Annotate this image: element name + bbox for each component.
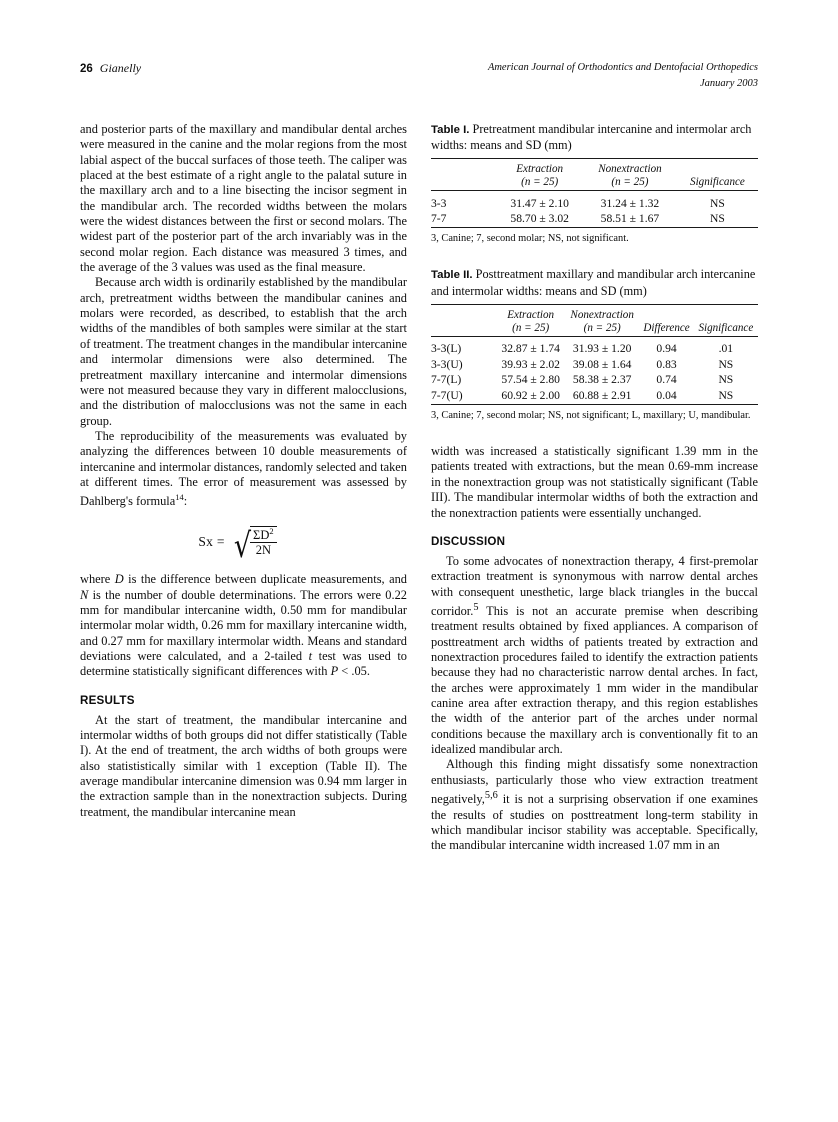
running-head-right [488,60,758,92]
table-2-r2-c3: 0.74 [656,373,677,387]
table-1-r0-c2: 31.24 ± 1.32 [600,196,660,210]
table-2-r1-c0: 3-3(U) [431,357,463,371]
table-1-col-2-sub: (n = 25) [611,176,649,189]
table-2-r0-c3: 0.94 [656,341,677,355]
table-2-col-0 [431,304,496,336]
formula-numerator [250,527,277,543]
dahlberg-formula [80,525,407,567]
table-2-r2-c1: 57.54 ± 2.80 [501,373,560,387]
radical-icon: √ [233,527,252,567]
table-2-col-1 [496,304,565,336]
table-2-r2-c2: 58.38 ± 2.37 [572,373,632,387]
table-1-col-1-sub: (n = 25) [521,176,559,189]
table-1-col-1-main: Extraction [516,163,564,176]
table-2-r1-c3: 0.83 [656,357,677,371]
paragraph-discussion-1: To some advocates of nonextraction therapy, 4 first-premolar extraction treatment is synonymous with narrow dental arches with consequent unesthetic, large black triangles in the buccal corridor.$^5$ This is not an accurate premise when describing treatment results obtained by fixed appliances. A comparison of posttreatment arch widths of patients treated by extraction and nonextraction procedures failed to identify the extraction patients because they had no characteristic narrow dental arches. In fact, the arches were approximately 1 mm wider in the mandibular canine area after extraction therapy, and this region establishes the width of the anterior part of the arches under normal conditions because the maxillary arch is conventionally fit to an idealized mandibular arch. [431,553,758,757]
table-2-head [431,304,758,336]
table-2-col-1-main: Extraction [507,308,555,321]
table-2-caption-text: Posttreatment maxillary and mandibular arch intercanine and intermolar widths: means and SD (mm) [431,267,756,298]
table-2-col-2-main: Nonextraction [570,308,634,321]
paragraph-methods-1: and posterior parts of the maxillary and mandibular dental arches were measured in the canine and the molar regions from the most labial aspect of the buccal surfaces of those teeth. The caliper was placed at the best estimate of a right angle to the palatal suture in the maxillary arch and to a line bisecting the incisor segment in the mandibular arch. The recorded widths between the molars were the widest distances between the first or second molars. The widest part of the posterior part of the arch invariably was in the second molar region. Each distance was measured 3 times, and the average of the 3 values was used as the final measure. [80,122,407,275]
table-row [431,195,758,211]
table-2-col-2-sub: (n = 25) [583,321,621,334]
table-1-r1-c2: 58.51 ± 1.67 [600,212,660,226]
table-1-col-0 [431,159,496,191]
table-1-r1-c1: 58.70 ± 3.02 [510,212,569,226]
table-1-body [431,191,758,227]
table-1-footnote: 3, Canine; 7, second molar; NS, not significant. [431,232,629,244]
table-1-r0-c3: NS [710,196,725,210]
table-1 [431,158,758,227]
table-2-r2-c0: 7-7(L) [431,373,462,387]
table-1-block [431,122,758,245]
table-2-col-4: Significance [698,321,754,334]
table-2-r0-c4: .01 [718,341,734,355]
table-2-block [431,267,758,422]
table-2-r2-c4: NS [718,373,734,387]
table-1-r1-c3: NS [710,212,725,226]
paragraph-after-formula: where D is the difference between duplicate measurements, and N is the number of double determinations. The errors were 0.22 mm for mandibular intercanine width, 0.50 mm for mandibular intermolar molar width, 0.26 mm for maxillary intercanine width, and 0.27 mm for maxillary intermolar width. Means and standard deviations were calculated, and a 2-tailed t test was used to determine statistically significant differences with P < .05. [80,572,408,679]
formula-lhs: Sx = [198,533,225,549]
paragraph-results-continued: width was increased a statistically significant 1.39 mm in the patients treated with extractions, but the mean 0.69-mm increase in the nonextraction group was not statistically significant (Table III). The mandibular intermolar widths of both the extraction and the nonextraction patients were essentially unchanged. [431,444,758,520]
table-2-body [431,336,758,404]
formula-numerator-exponent: 2 [269,525,274,536]
journal-title: American Journal of Orthodontics and Dentofacial Orthopedics [487,62,758,73]
table-1-head [431,159,758,191]
table-1-label: Table I. [431,124,470,136]
table-2-r0-c0: 3-3(L) [431,341,462,355]
table-2-col-2 [565,304,639,336]
table-2-col-1-sub: (n = 25) [512,321,550,334]
table-2-r0-c2: 31.93 ± 1.20 [572,341,632,355]
table-2-r3-c2: 60.88 ± 2.91 [572,388,632,402]
heading-discussion: DISCUSSION [431,534,506,548]
table-2-footnote: 3, Canine; 7, second molar; NS, not significant; L, maxillary; U, mandibular. [431,409,751,421]
author-name: Gianelly [99,61,142,75]
table-2-r0-c1: 32.87 ± 1.74 [501,341,560,355]
table-2-header-row [431,304,758,336]
paragraph-methods-2: Because arch width is ordinarily established by the mandibular arch, pretreatment widths between the mandibular canines and molars were recorded, as described, to establish that the arch widths of the mandibles of both samples were similar at the start of treatment. The treatment changes in the mandibular intercanine and intermolar dimensions were also determined. The pretreatment maxillary intercanine and intermolar dimensions were not measured because they vary in different malocclusions, and the distribution of malocclusions was not the same in each group. [80,275,407,428]
paragraph-results-1: At the start of treatment, the mandibular intercanine and intermolar widths of both groups did not differ statistically (Table I). At the end of treatment, the arch widths of both groups were also statististically similar with 1 exception (Table II). The average mandibular intercanine dimension was 0.94 mm larger in the extraction sample than in the nonextraction subjects. During treatment, the mandibular intercanine mean [80,712,407,819]
table-1-col-2-main: Nonextraction [598,163,662,176]
table-2-r3-c4: NS [718,388,734,402]
table-1-r0-c1: 31.47 ± 2.10 [510,196,569,210]
table-2-r1-c2: 39.08 ± 1.64 [572,357,632,371]
table-row [431,356,758,372]
table-1-r0-c0: 3-3 [431,196,447,210]
table-1-col-3: Significance [690,176,745,189]
issue-date: January 2003 [699,77,758,89]
table-2 [431,304,758,405]
table-row [431,341,758,357]
table-2-r3-c3: 0.04 [656,388,677,402]
table-2-col-3: Difference [643,321,690,334]
table-2-r3-c1: 60.92 ± 2.00 [501,388,560,402]
formula-numerator-base: ΣD [253,527,270,542]
table-row [431,372,758,388]
running-head [80,60,758,92]
paragraph-methods-3-text: The reproducibility of the measurements was evaluated by analyzing the differences between 10 double measurements of intercanine and intermolar distances, randomly selected and taken at different times. The error of measurement was assessed by Dahlberg's formula [80,428,407,509]
table-1-col-1 [496,159,583,191]
table-row [431,211,758,227]
table-1-r1-c0: 7-7 [431,212,447,226]
paragraph-methods-3: The reproducibility of the measurements was evaluated by analyzing the differences between 10 double measurements of intercanine and intermolar distances, randomly selected and taken at different times. The error of measurement was assessed by Dahlberg's formula$^{14}$: [80,428,407,509]
table-1-caption-text: Pretreatment mandibular intercanine and intermolar arch widths: means and SD (mm) [431,122,752,153]
table-row [431,388,758,404]
footnote-ref-14: 14 [175,492,184,503]
heading-results: RESULTS [80,693,135,707]
table-1-col-2 [583,159,677,191]
table-2-r3-c0: 7-7(U) [431,388,463,402]
table-1-caption [431,122,758,153]
table-2-r1-c1: 39.93 ± 2.02 [501,357,560,371]
table-2-label: Table II. [431,269,473,282]
page-number: 26 [80,63,93,75]
left-column [80,122,407,820]
running-head-left [80,60,141,78]
right-column [431,122,758,854]
table-1-header-row [431,159,758,191]
table-2-r1-c4: NS [718,357,734,371]
formula-denominator: 2N [250,542,277,558]
table-2-caption [431,267,758,298]
paragraph-discussion-2: Although this finding might dissatisfy some nonextraction enthusiasts, particularly those who view extraction treatment negatively,$^{5,6}$ it is not a surprising observation if one examines the results of studies on posttreatment long-term stability in which mandibular incisor stability was acceptable. Specifically, the mandibular intercanine width increased 1.07 mm in an [431,757,758,853]
